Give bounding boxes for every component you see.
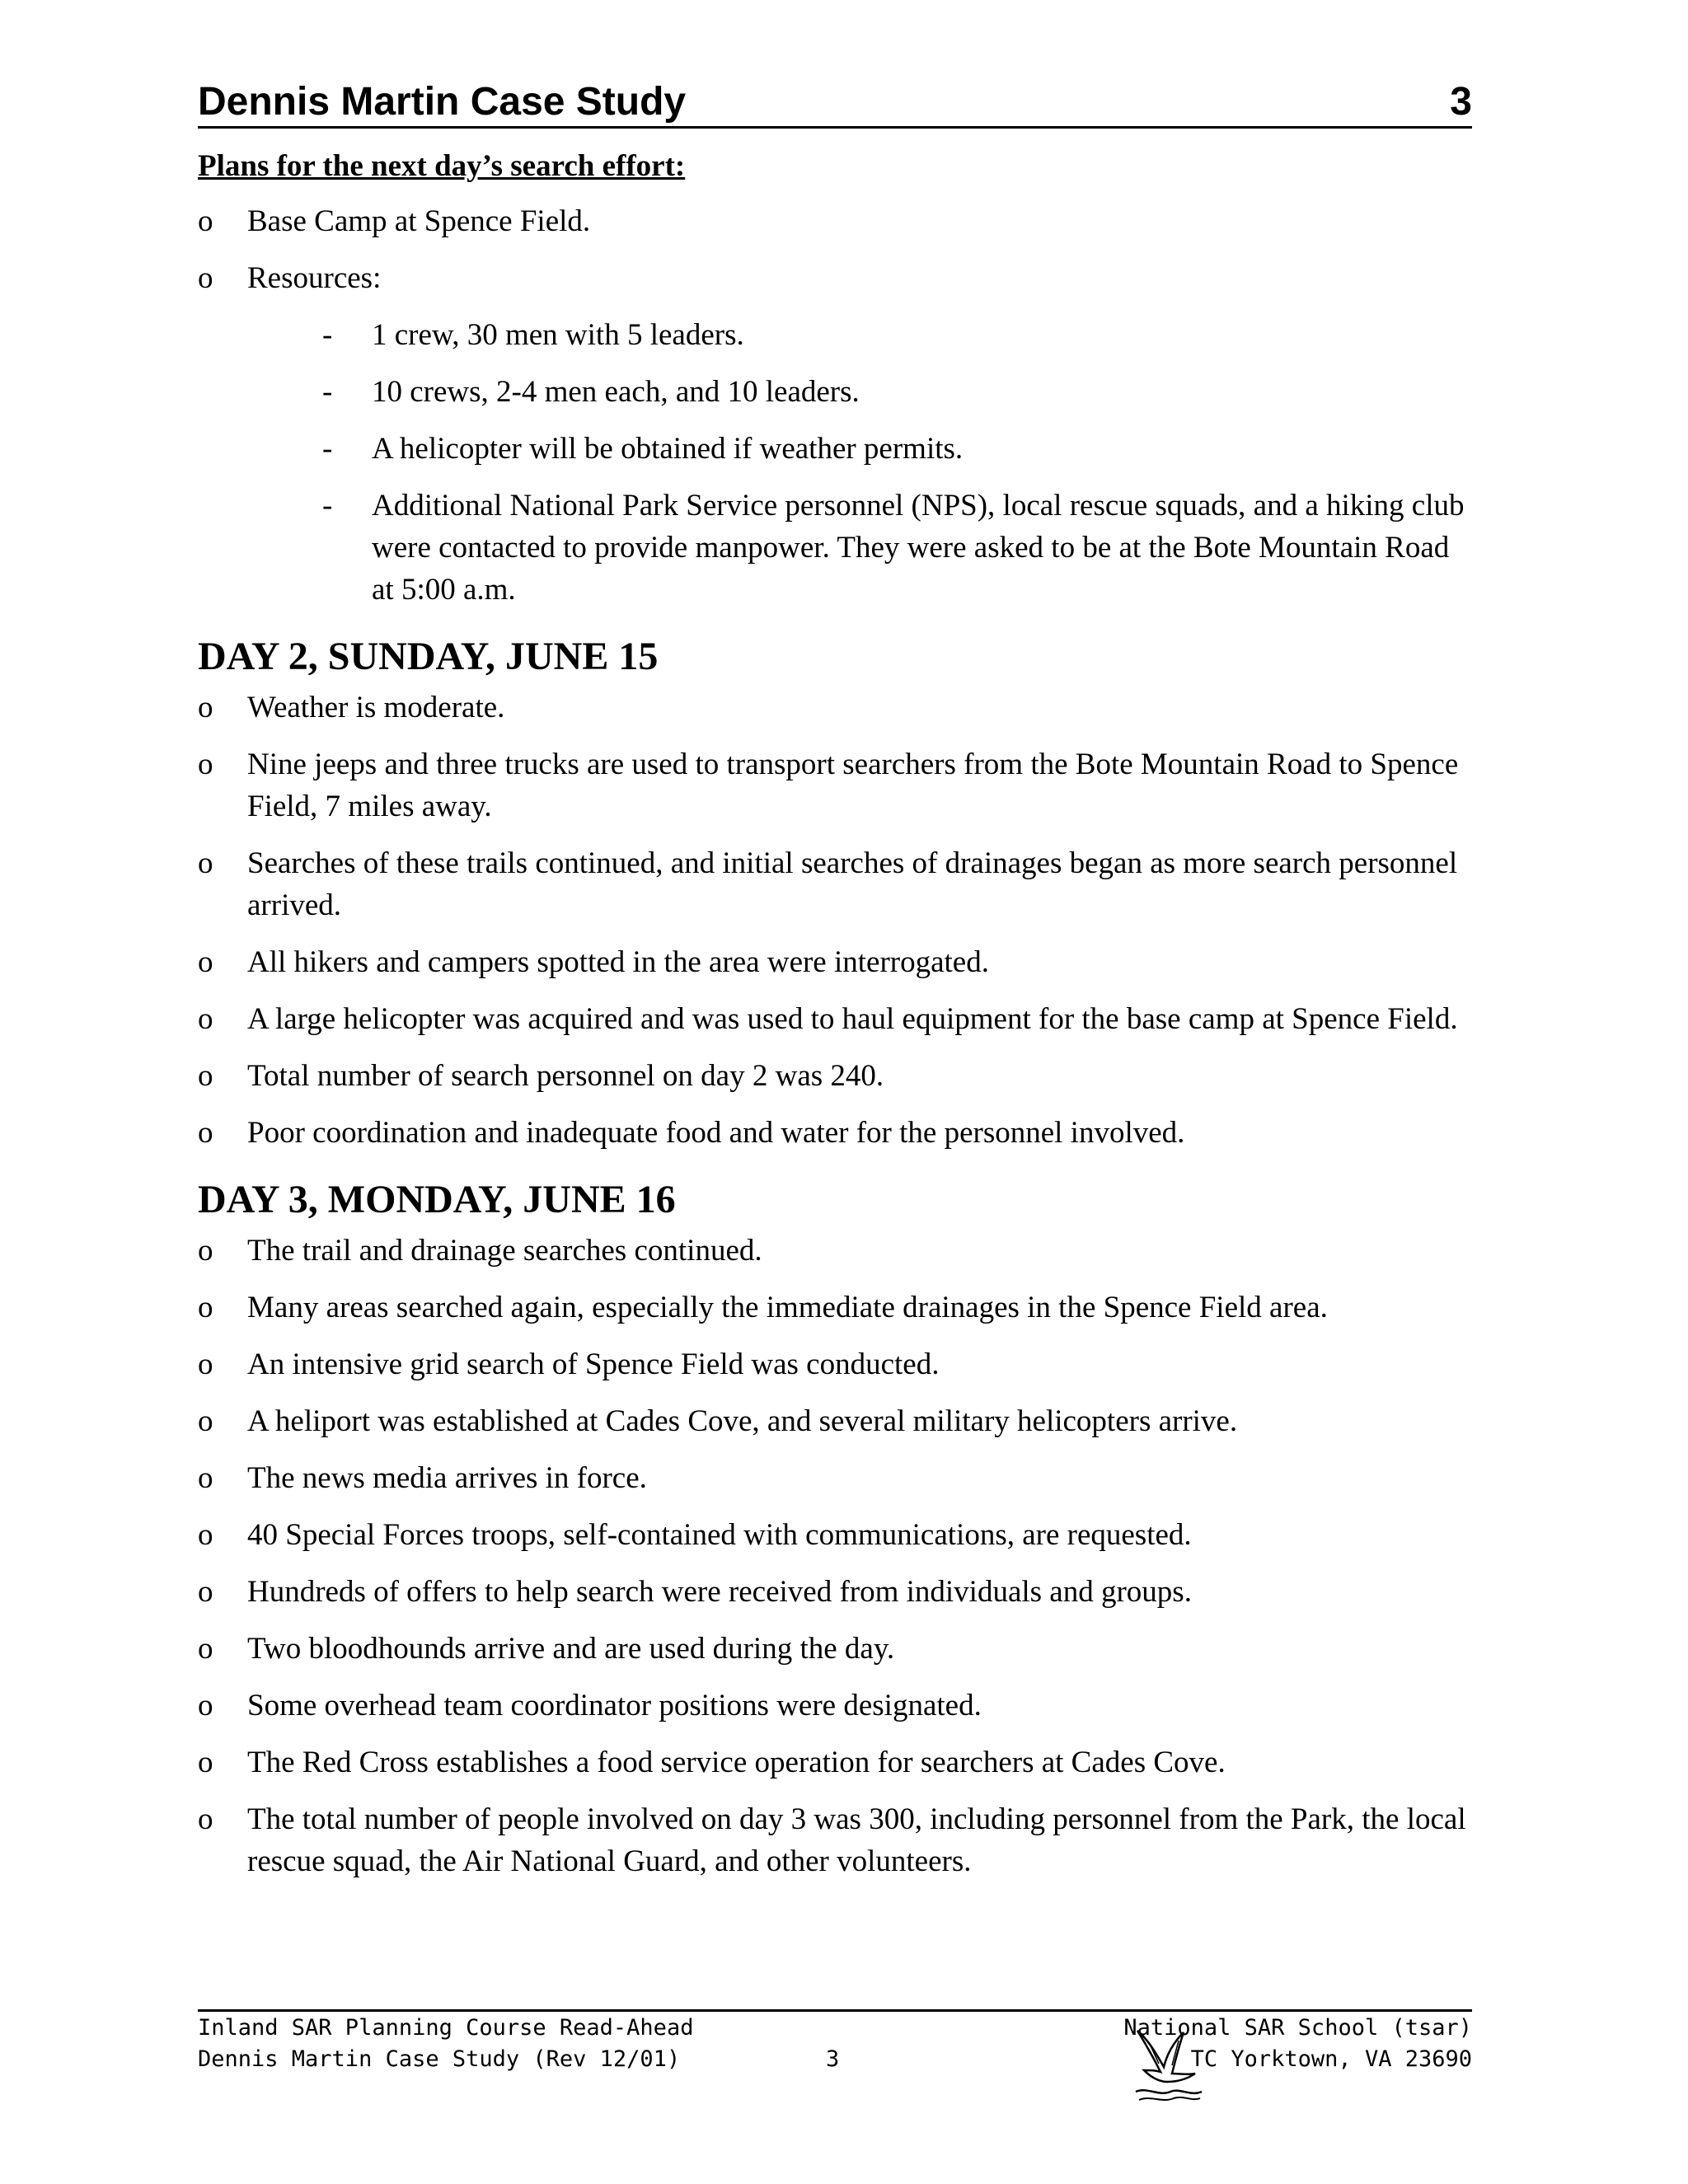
list-item-text: 40 Special Forces troops, self-contained with communications, are requested. [247,1518,1192,1552]
list-item-text: Two bloodhounds arrive and are used during the day. [247,1632,895,1666]
seagull-logo-icon [1131,2024,1205,2107]
plans-list [198,200,1472,611]
list-item-text: Some overhead team coordinator positions were designated. [247,1689,982,1722]
bullet-marker: o [198,748,213,781]
bullet-marker: o [198,1461,213,1495]
list-item [198,1286,1472,1329]
bullet-marker: o [198,1002,213,1036]
dash-marker: - [322,432,333,466]
list-item [198,687,1472,729]
page-footer [198,2013,1472,2087]
bullet-marker: o [198,1116,213,1150]
list-item [198,1112,1472,1154]
bullet-marker: o [198,1518,213,1552]
list-item [198,1571,1472,1613]
list-item-text: All hikers and campers spotted in the area were interrogated. [247,945,989,979]
dash-marker: - [322,489,333,523]
page-header [198,79,1472,124]
list-item [198,743,1472,827]
bullet-marker: o [198,945,213,979]
list-item-text: Searches of these trails continued, and initial searches of drainages began as more search personnel arrived. [247,846,1458,922]
list-item-text: A heliport was established at Cades Cove, and several military helicopters arrive. [247,1404,1238,1438]
list-item-text: Many areas searched again, especially the immediate drainages in the Spence Field area. [247,1291,1328,1324]
list-item-text: Poor coordination and inadequate food and water for the personnel involved. [247,1116,1185,1150]
bullet-marker: o [198,1632,213,1666]
list-item-text: A helicopter will be obtained if weather permits. [372,432,964,466]
list-item-text: Hundreds of offers to help search were received from individuals and groups. [247,1575,1192,1609]
list-item [198,1230,1472,1272]
bullet-marker: o [198,1059,213,1093]
day3-title: DAY 3, MONDAY, JUNE 16 [198,1178,676,1221]
bullet-marker: o [198,846,213,880]
list-item [198,1685,1472,1727]
bullet-marker: o [198,1234,213,1268]
list-item [198,257,1472,611]
dash-marker: - [322,375,333,409]
bullet-marker: o [198,1689,213,1722]
day2-title: DAY 2, SUNDAY, JUNE 15 [198,635,659,678]
list-item-text: An intensive grid search of Spence Field was conducted. [247,1347,940,1381]
list-item [198,1798,1472,1882]
footer-rule [198,2009,1472,2012]
list-item-text: 1 crew, 30 men with 5 leaders. [372,318,744,352]
bullet-marker: o [198,691,213,724]
header-title: Dennis Martin Case Study [198,80,687,124]
list-item-text: The Red Cross establishes a food service operation for searchers at Cades Cove. [247,1746,1226,1779]
day2-list [198,687,1472,1154]
list-item-text: Total number of search personnel on day 2 was 240. [247,1059,884,1093]
footer-school-address: TC Yorktown, VA 23690 [1190,2046,1472,2072]
list-item-text: Nine jeeps and three trucks are used to transport searchers from the Bote Mountain Road to Spence Field, 7 miles away. [247,748,1459,823]
footer-left [198,2013,693,2075]
list-item-text: Additional National Park Service personnel (NPS), local rescue squads, and a hiking club were contacted to provide manpower. They were asked to be at the Bote Mountain Road at 5:00 a.m. [372,489,1465,607]
list-item [198,1055,1472,1097]
dash-marker: - [322,318,333,352]
header-page-number: 3 [1450,80,1472,124]
bullet-marker: o [198,1575,213,1609]
list-item [247,371,1472,413]
bullet-marker: o [198,1802,213,1836]
list-item [247,485,1472,611]
plans-heading: Plans for the next day’s search effort: [198,149,686,183]
bullet-marker: o [198,1291,213,1324]
page-content [198,145,1472,1897]
list-item-text: Resources: [247,261,382,295]
list-item-text: Base Camp at Spence Field. [247,204,591,238]
bullet-marker: o [198,1404,213,1438]
footer-course-name: Inland SAR Planning Course Read-Ahead [198,2015,694,2041]
list-item [198,1400,1472,1442]
bullet-marker: o [198,261,213,295]
bullet-marker: o [198,1347,213,1381]
list-item-text: The news media arrives in force. [247,1461,647,1495]
list-item-text: A large helicopter was acquired and was used to haul equipment for the base camp at Spence Field. [247,1002,1458,1036]
list-item [198,1343,1472,1385]
list-item [198,1457,1472,1499]
bullet-marker: o [198,204,213,238]
list-item [247,428,1472,470]
bullet-marker: o [198,1746,213,1779]
list-item [198,842,1472,926]
list-item [247,314,1472,356]
list-item-text: Weather is moderate. [247,691,505,724]
list-item [198,1514,1472,1556]
resources-list [247,314,1472,611]
footer-document-name: Dennis Martin Case Study (Rev 12/01) [198,2046,681,2072]
footer-page-number: 3 [826,2046,840,2072]
list-item [198,1741,1472,1783]
day3-list [198,1230,1472,1882]
footer-school-name: National SAR School (tsar) [1123,2015,1472,2041]
list-item [198,941,1472,983]
list-item [198,200,1472,242]
list-item-text: The total number of people involved on day 3 was 300, including personnel from the Park, the local rescue squad, the Air National Guard, and other volunteers. [247,1802,1466,1878]
list-item [198,998,1472,1040]
list-item [198,1628,1472,1670]
list-item-text: The trail and drainage searches continued. [247,1234,762,1268]
header-rule [198,126,1472,129]
list-item-text: 10 crews, 2-4 men each, and 10 leaders. [372,375,860,409]
